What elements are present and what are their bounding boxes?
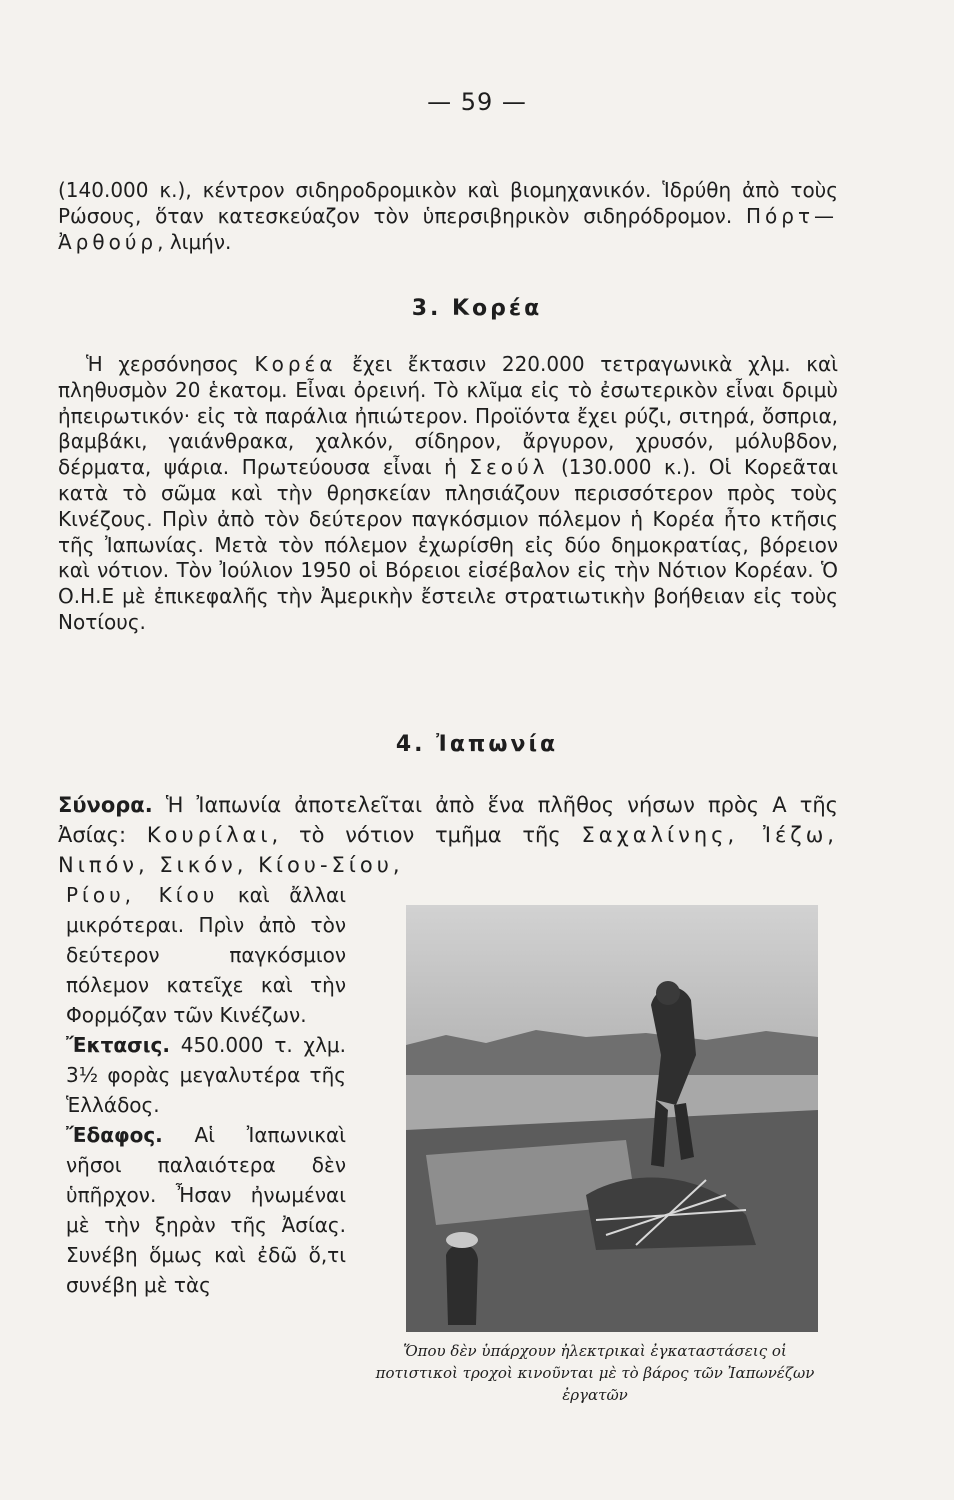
korea-heading: 3. Κορέα <box>411 296 543 321</box>
borders-mid: , τὸ νότιον τμῆμα τῆς <box>271 823 582 847</box>
japan-borders-paragraph <box>58 790 838 880</box>
photo-water-wheel <box>406 905 818 1332</box>
photo-caption: Ὅπου δὲν ὑπάρχουν ἠλεκτρικαὶ ἐγκαταστάσεις οἱ ποτιστικοὶ τροχοὶ κινοῦνται μὲ τὸ βάρος τῶν Ἰαπωνέζων ἐργατῶν <box>375 1342 815 1404</box>
borders-label: Σύνορα. <box>58 793 153 817</box>
page-number: — 59 — <box>427 88 527 116</box>
japan-narrow-column <box>66 880 346 1300</box>
soil-label: Ἔδαφος. <box>66 1123 163 1147</box>
area-label: Ἔκτασις. <box>66 1033 170 1057</box>
islands-1: Κουρίλαι <box>146 823 272 847</box>
korea-mid: ἔχει ἔκτασιν 220.000 τετραγωνικὰ χλμ. καὶ πληθυσμὸν 20 ἑκατομ. Εἶναι ὀρεινή. Τὸ κλῖμα εἰς τὸ ἐσωτερικὸν εἶναι δριμὺ ἠπειρωτικόν· εἰς τὰ παράλια ἠπιώτερον. Προϊόντα ἔχει ρύζι, σιτηρά, ὄσπρια, βαμβάκι, γαιάνθρακα, χαλκόν, σίδηρον, ἄργυρον, χρυσόν, μόλυβδον, δέρματα, ψάρια. Πρωτεύουσα εἶναι ἡ <box>58 352 838 480</box>
korea-start: Ἡ χερσόνησος <box>86 352 255 376</box>
korea-capital: Σεούλ <box>469 455 549 480</box>
narrow-1: καὶ ἄλλαι μικρότεραι. Πρὶν ἀπὸ τὸν δεύτερον παγκόσμιον πόλεμον κατεῖχε καὶ τὴν Φορμόζαν τῶν Κινέζων. <box>66 883 346 1027</box>
islands-2: Σαχαλίνης, Ἰέζω, Νιπόν, Σικόν, Κίου-Σίου, <box>58 823 838 877</box>
japan-heading: 4. Ἰαπωνία <box>395 732 559 757</box>
korea-paragraph <box>58 352 838 636</box>
korea-name: Κορέα <box>254 352 337 376</box>
korea-end: (130.000 κ.). Οἱ Κορεᾶται κατὰ τὸ σῶμα καὶ τὴν θρησκείαν πλησιάζουν περισσότερον πρὸς τοὺς Κινέζους. Πρὶν ἀπὸ τὸν δεύτερον παγκόσμιον πόλεμον ἡ Κορέα ἦτο κτῆσις τῆς Ἰαπωνίας. Μετὰ τὸν πόλεμον ἐχωρίσθη εἰς δύο δημοκρατίας, βόρειον καὶ νότιον. Τὸν Ἰούλιον 1950 οἱ Βόρειοι εἰσέβαλον εἰς τὴν Νότιον Κορέαν. Ὁ Ο.Η.Ε μὲ ἐπικεφαλῆς τὴν Ἀμερικὴν ἔστειλε στρατιωτικὴν βοήθειαν εἰς τοὺς Νοτίους. <box>58 455 838 634</box>
intro-paragraph <box>58 178 838 255</box>
islands-3: Ρίου, Κίου <box>66 883 219 907</box>
intro-text-a: (140.000 κ.), κέντρον σιδηροδρομικὸν καὶ βιομηχανικόν. Ἱδρύθη ἀπὸ τοὺς Ρώσους, ὅταν κατεσκεύαζον τὸν ὑπερσιβηρικὸν σιδηρόδρομον. <box>58 178 838 228</box>
intro-text-b: , λιμήν. <box>157 229 232 254</box>
photo-illustration <box>406 905 818 1332</box>
borders-start: Ἡ Ἰαπωνία ἀποτελεῖται ἀπὸ ἕνα πλῆθος νήσων πρὸς Α τῆς Ἀσίας: <box>58 793 838 847</box>
area-text: 450.000 τ. χλμ. 3½ φορὰς μεγαλυτέρα τῆς Ἑλλάδος. <box>66 1033 346 1117</box>
port-name: Πόρτ—Ἀρθούρ <box>58 203 838 254</box>
soil-text: Αἱ Ἰαπωνικαὶ νῆσοι παλαιότερα δὲν ὑπῆρχον. Ἦσαν ἠνωμέναι μὲ τὴν ξηρὰν τῆς Ἀσίας. Συνέβη ὅμως καὶ ἐδῶ ὅ,τι συνέβη μὲ τὰς <box>66 1123 346 1297</box>
